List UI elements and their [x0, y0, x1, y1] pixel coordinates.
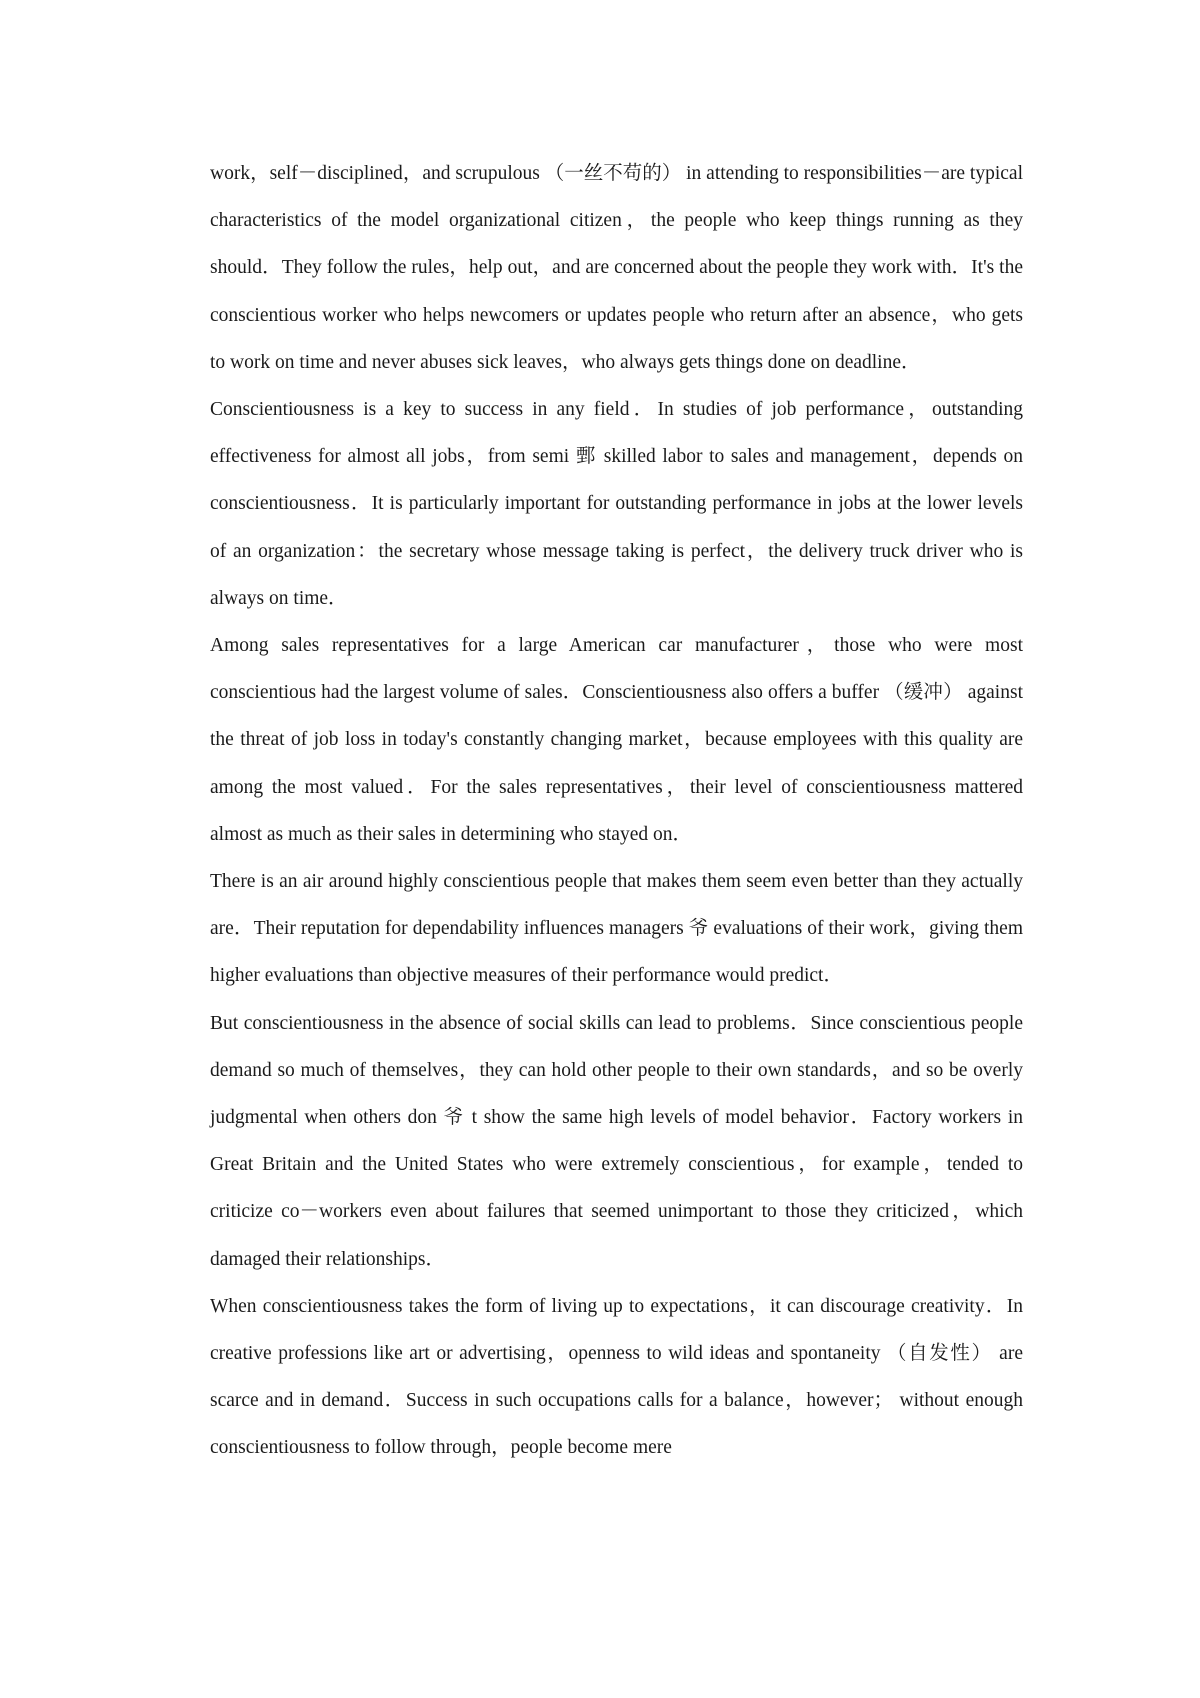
paragraph-social-skills: But conscientiousness in the absence of social skills can lead to problems．Since conscientious people demand so much of themselves，they can hold other people to their own standards，and so be overly judgmental when others don 爷 t show the same high levels of model behavior．Factory workers in Great Britain and the United States who were extremely conscientious，for example，tended to criticize co－workers even about failures that seemed unimportant to those they criticized，which damaged their relationships．: [210, 1012, 1023, 1270]
paragraph-model-citizen: work，self－disciplined，and scrupulous （一丝不苟的） in attending to responsibilities－are typical characteristics of the model organizational citizen，the people who keep things running as they should．They follow the rules，help out，and are concerned about the people they work with．It's the conscientious worker who helps newcomers or updates people who return after an absence，who gets to work on time and never abuses sick leaves，who always gets things done on deadline．: [210, 163, 1023, 373]
paragraph-reputation: There is an air around highly conscientious people that makes them seem even better than they actually are．Their reputation for dependability influences managers 爷 evaluations of their work，giving them higher evaluations than objective measures of their performance would predict．: [210, 871, 1023, 987]
paragraph-creativity: When conscientiousness takes the form of living up to expectations，it can discourage creativity．In creative professions like art or advertising，openness to wild ideas and spontaneity （自发性） are scarce and in demand．Success in such occupations calls for a balance，however； without enough conscientiousness to follow through，people become mere: [210, 1295, 1023, 1459]
document-page: [210, 150, 1023, 1472]
paragraph-key-to-success: Conscientiousness is a key to success in any field．In studies of job performance，outstanding effectiveness for almost all jobs，from semi 鄄 skilled labor to sales and management，depends on conscientiousness．It is particularly important for outstanding performance in jobs at the lower levels of an organization：the secretary whose message taking is perfect，the delivery truck driver who is always on time．: [210, 399, 1023, 609]
paragraph-sales-representatives: Among sales representatives for a large American car manufacturer，those who were most conscientious had the largest volume of sales．Conscientiousness also offers a buffer （缓冲） against the threat of job loss in today's constantly changing market，because employees with this quality are among the most valued．For the sales representatives，their level of conscientiousness mattered almost as much as their sales in determining who stayed on．: [210, 635, 1023, 845]
